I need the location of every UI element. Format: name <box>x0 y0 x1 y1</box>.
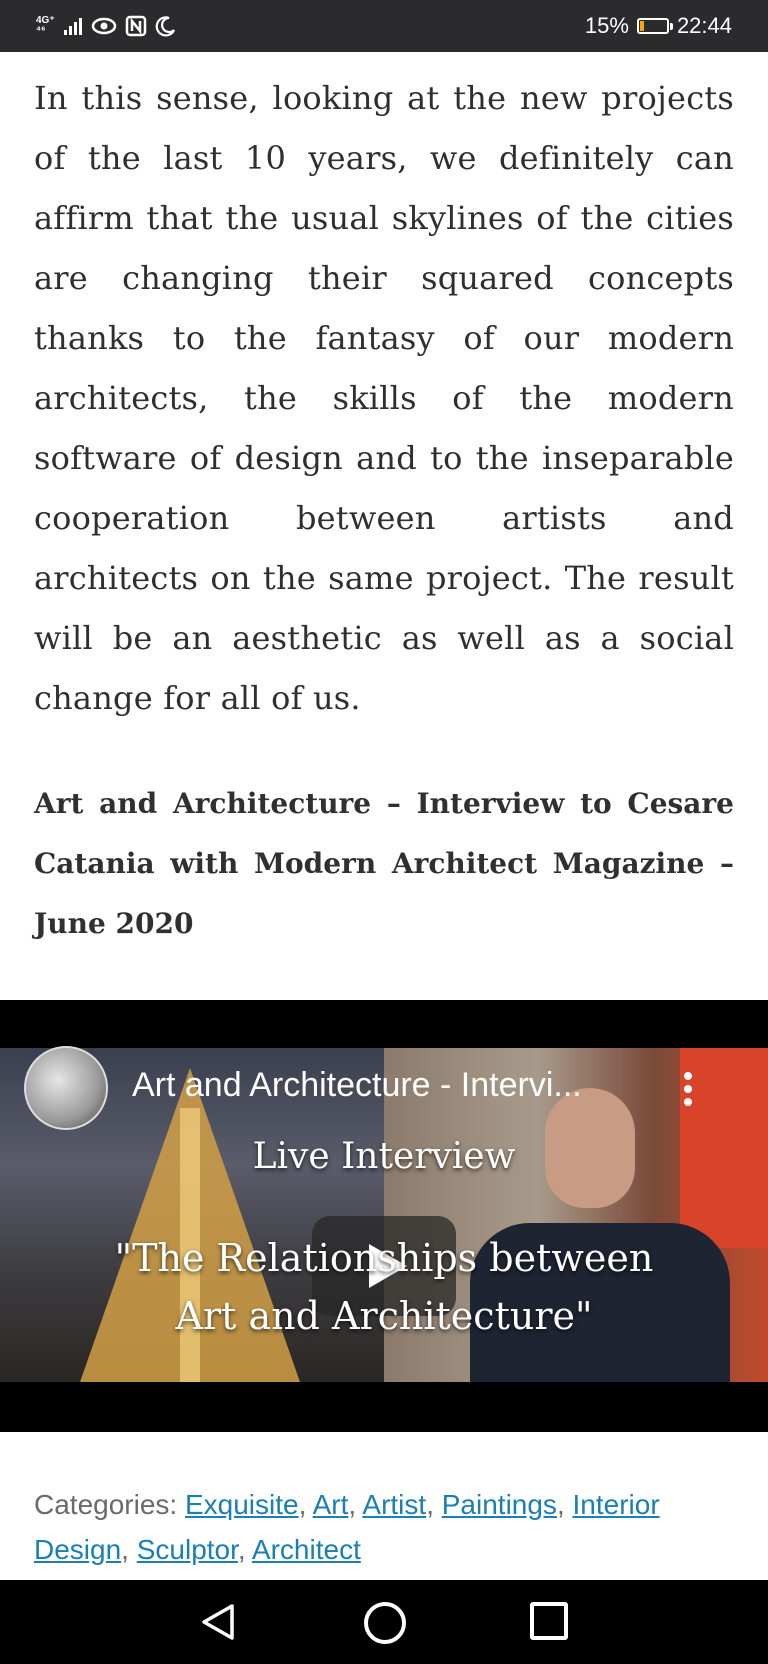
navigation-bar <box>0 1580 768 1664</box>
network-type-bottom: ⁴⁶ <box>36 25 46 36</box>
channel-avatar[interactable] <box>24 1046 108 1130</box>
category-link-artist[interactable]: Artist <box>362 1489 427 1520</box>
categories: Categories: Exquisite, Art, Artist, Paintings, Interior Design, Sculptor, Architect <box>34 1489 660 1565</box>
category-link-architect[interactable]: Architect <box>251 1534 361 1565</box>
home-icon[interactable] <box>364 1602 406 1644</box>
categories-label: Categories: <box>34 1489 178 1520</box>
network-type <box>36 16 55 36</box>
category-link-art[interactable]: Art <box>312 1489 349 1520</box>
article-paragraph: In this sense, looking at the new projects of the last 10 years, we definitely can affirm that the usual skylines of the cities are changing their squared concepts thanks to the fantasy of our modern architects, the skills of the modern software of design and to the inseparable cooperation between artists and architects on the same project. The result will be an aesthetic as well as a social change for all of us. <box>34 79 734 717</box>
video-overlay-line2: "The Relationships between <box>114 1236 654 1280</box>
category-link-interior-design[interactable]: Interior Design <box>34 1489 660 1565</box>
signal-icon <box>63 16 83 36</box>
network-type-top: 4G⁺ <box>36 15 55 26</box>
back-icon[interactable] <box>200 1602 236 1642</box>
nfc-icon <box>125 15 147 37</box>
category-link-sculptor[interactable]: Sculptor <box>136 1534 238 1565</box>
video-header <box>0 1020 768 1120</box>
video-embed[interactable] <box>0 1000 768 1432</box>
video-title[interactable]: Art and Architecture - Intervi... <box>132 1066 582 1104</box>
category-link-exquisite[interactable]: Exquisite <box>184 1489 299 1520</box>
moon-icon <box>155 15 177 37</box>
battery-icon <box>637 18 669 34</box>
more-options-icon[interactable] <box>680 1072 696 1112</box>
status-right <box>585 12 732 40</box>
recents-icon[interactable] <box>530 1602 568 1640</box>
article-caption: Art and Architecture – Interview to Cesare Catania with Modern Architect Magazine – June 2020 <box>34 787 734 940</box>
category-link-paintings[interactable]: Paintings <box>441 1489 557 1520</box>
video-overlay-line3: Art and Architecture" <box>175 1294 593 1338</box>
eye-icon <box>91 16 117 36</box>
clock: 22:44 <box>676 13 732 38</box>
status-left <box>36 12 177 40</box>
video-overlay-line1: Live Interview <box>252 1136 516 1177</box>
battery-fill <box>640 21 644 31</box>
status-bar <box>0 0 768 52</box>
battery-percent: 15% <box>584 13 629 38</box>
article-body <box>34 68 734 728</box>
